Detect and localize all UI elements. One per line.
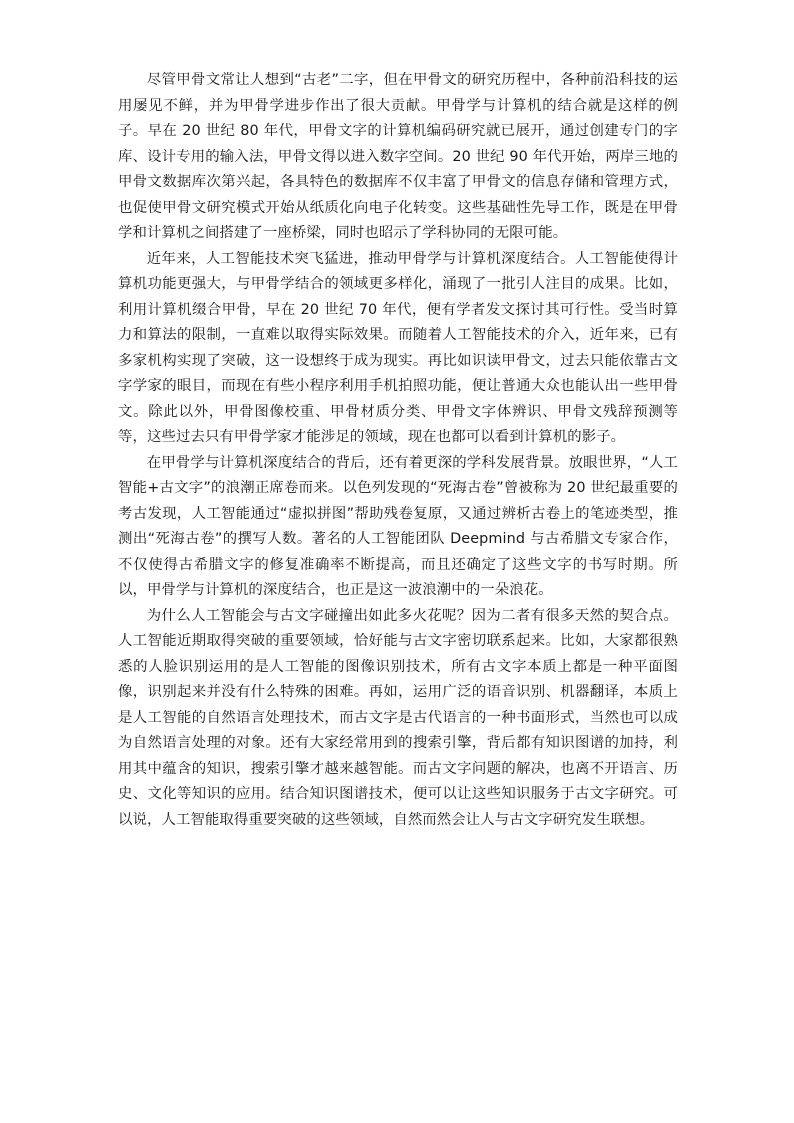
- article-body: [118, 68, 678, 833]
- paragraph-2: 近年来，人工智能技术突飞猛进，推动甲骨学与计算机深度结合。人工智能使得计算机功能更强大，与甲骨学结合的领域更多样化，涌现了一批引人注目的成果。比如，利用计算机缀合甲骨，早在 20 世纪 70 年代，便有学者发文探讨其可行性。受当时算力和算法的限制，一直难以取得实际效果。而随着人工智能技术的介入，近年来，已有多家机构实现了突破，这一设想终于成为现实。再比如识读甲骨文，过去只能依靠古文字学家的眼目，而现在有些小程序利用手机拍照功能，便让普通大众也能认出一些甲骨文。除此以外，甲骨图像校重、甲骨材质分类、甲骨文字体辨识、甲骨文残辞预测等等，这些过去只有甲骨学家才能涉足的领域，现在也都可以看到计算机的影子。: [118, 250, 678, 445]
- paragraph-3: 在甲骨学与计算机深度结合的背后，还有着更深的学科发展背景。放眼世界，“人工智能+古文字”的浪潮正席卷而来。以色列发现的“死海古卷”曾被称为 20 世纪最重要的考古发现，人工智能通过“虚拟拼图”帮助残卷复原，又通过辨析古卷上的笔迹类型，推测出“死海古卷”的撰写人数。著名的人工智能团队 Deepmind 与古希腊文专家合作，不仅使得古希腊文字的修复准确率不断提高，而且还确定了这些文字的书写时期。所以，甲骨学与计算机的深度结合，也正是这一波浪潮中的一朵浪花。: [118, 454, 678, 598]
- paragraph-4: 为什么人工智能会与古文字碰撞出如此多火花呢？因为二者有很多天然的契合点。人工智能近期取得突破的重要领域，恰好能与古文字密切联系起来。比如，大家都很熟悉的人脸识别运用的是人工智能的图像识别技术，所有古文字本质上都是一种平面图像，识别起来并没有什么特殊的困难。再如，运用广泛的语音识别、机器翻译，本质上是人工智能的自然语言处理技术，而古文字是古代语言的一种书面形式，当然也可以成为自然语言处理的对象。还有大家经常用到的搜索引擎，背后都有知识图谱的加持，利用其中蕴含的知识，搜索引擎才越来越智能。而古文字问题的解决，也离不开语言、历史、文化等知识的应用。结合知识图谱技术，便可以让这些知识服务于古文字研究。可以说，人工智能取得重要突破的这些领域，自然而然会让人与古文字研究发生联想。: [118, 607, 678, 828]
- paragraph-1: 尽管甲骨文常让人想到“古老”二字，但在甲骨文的研究历程中，各种前沿科技的运用屡见不鲜，并为甲骨学进步作出了很大贡献。甲骨学与计算机的结合就是这样的例子。早在 20 世纪 80 年代，甲骨文字的计算机编码研究就已展开，通过创建专门的字库、设计专用的输入法，甲骨文得以进入数字空间。20 世纪 90 年代开始，两岸三地的甲骨文数据库次第兴起，各具特色的数据库不仅丰富了甲骨文的信息存储和管理方式，也促使甲骨文研究模式开始从纸质化向电子化转变。这些基础性先导工作，既是在甲骨学和计算机之间搭建了一座桥梁，同时也昭示了学科协同的无限可能。: [118, 72, 678, 241]
